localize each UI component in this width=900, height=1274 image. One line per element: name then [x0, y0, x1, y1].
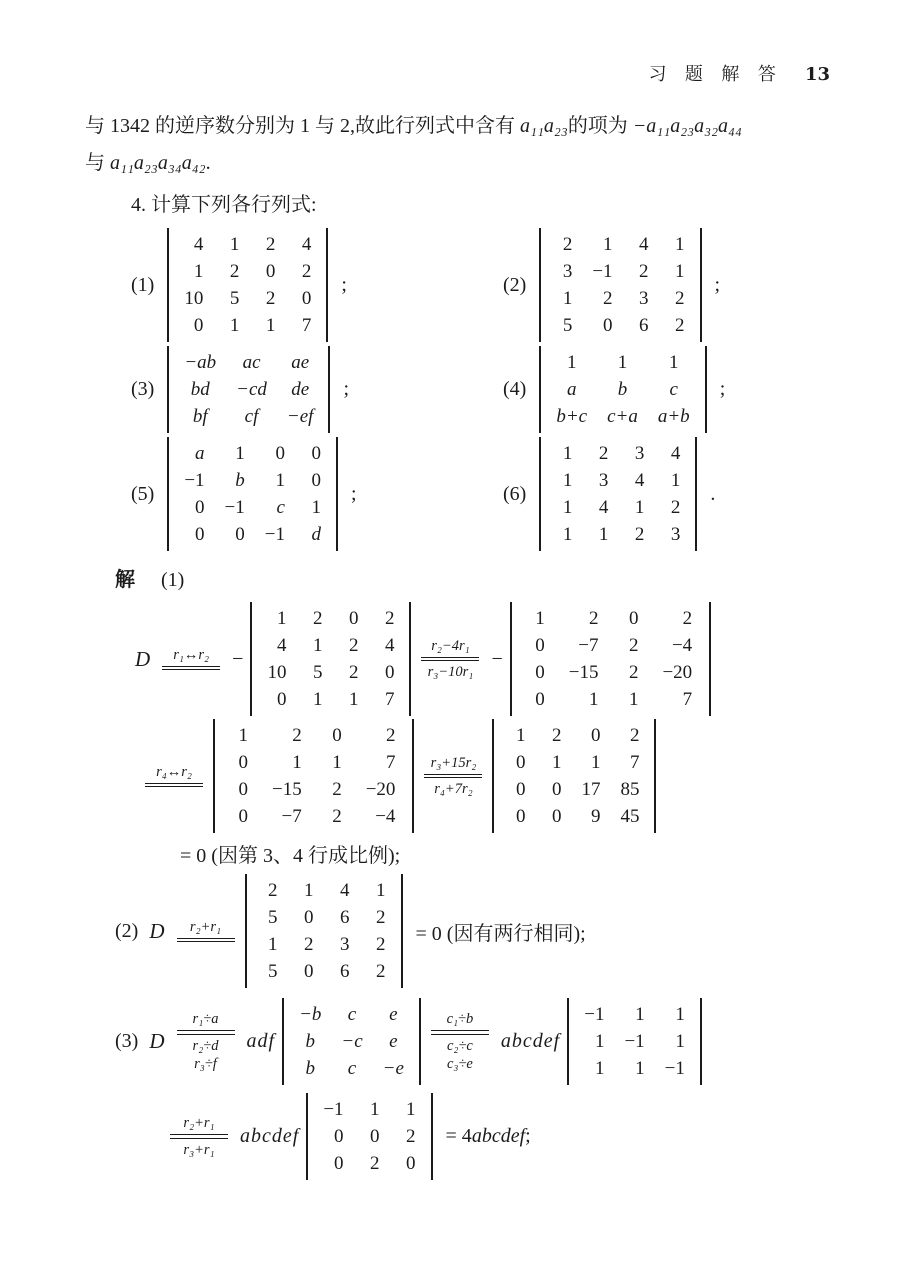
matrix-cell: 1	[594, 1058, 605, 1079]
matrix-cell: 7	[385, 752, 396, 773]
row-op-label: r₃+15r₂	[430, 754, 477, 771]
matrix-cell: 2	[312, 608, 323, 629]
matrix-cell: 0	[628, 608, 639, 629]
matrix-cell: 2	[301, 261, 312, 282]
matrix-cell: 2	[370, 1153, 380, 1174]
problem-tail: ;	[343, 378, 350, 400]
row-op-label: r₁÷a	[192, 1011, 219, 1028]
intro-text: 与 1342 的逆序数分别为 1 与 2,故此行列式中含有	[85, 115, 520, 137]
problem-tail: ;	[341, 273, 347, 296]
determinant-symbol: D	[149, 918, 165, 943]
matrix-cell: 0	[276, 689, 287, 710]
matrix-cell: 5	[312, 662, 323, 683]
matrix-cell: d	[311, 524, 321, 545]
matrix-cell: c	[669, 379, 678, 400]
row-op-label: r₂÷d	[192, 1037, 219, 1054]
matrix-cell: 1	[590, 752, 601, 773]
solution-eq-line-1	[135, 602, 830, 716]
matrix-cell: 0	[332, 725, 342, 746]
matrix-cell: 1	[229, 234, 240, 255]
matrix-cell: 2	[675, 315, 685, 336]
determinant	[510, 602, 711, 716]
matrix-cell: 1	[515, 725, 526, 746]
determinant	[167, 346, 330, 433]
matrix-cell: 1	[588, 689, 599, 710]
matrix-cell: b	[235, 470, 245, 491]
matrix-cell: 1	[675, 261, 685, 282]
solution-header	[85, 563, 830, 592]
matrix-cell: −15	[272, 779, 302, 800]
solution-label: 解	[115, 569, 135, 591]
matrix-cell: 1	[312, 635, 323, 656]
matrix-cell: 0	[311, 443, 321, 464]
row-op-equals	[177, 918, 235, 945]
problem-tail: ;	[719, 378, 726, 400]
matrix-cell: 0	[384, 662, 395, 683]
matrix-cell: 1	[193, 261, 204, 282]
matrix-cell: 1	[675, 1031, 685, 1052]
matrix-cell: 4	[301, 234, 312, 255]
double-equals-rule	[421, 657, 479, 662]
determinant	[539, 228, 701, 342]
determinant	[282, 998, 421, 1085]
intro-text: 的项为	[567, 115, 633, 137]
matrix-cell: 7	[682, 689, 693, 710]
intro-text: .	[205, 152, 211, 174]
matrix-cell: c	[347, 1058, 357, 1079]
matrix-cell: 4	[670, 443, 681, 464]
result-text	[446, 1125, 531, 1148]
solution-conclusion-1: = 0 (因第 3、4 行成比例);	[180, 845, 401, 867]
matrix-cell: −e	[382, 1058, 404, 1079]
row-op-equals	[421, 637, 479, 682]
scalar-factor: abcdef	[240, 1125, 300, 1147]
row-op-equals	[162, 646, 220, 673]
matrix-cell: 0	[515, 806, 526, 827]
matrix-cell: 1	[229, 315, 240, 336]
matrix-cell: 1	[292, 752, 302, 773]
matrix-cell: −b	[299, 1004, 322, 1025]
matrix-cell: 1	[566, 352, 577, 373]
page-header	[85, 60, 830, 86]
double-equals-rule	[170, 1134, 228, 1139]
matrix-cell: 1	[268, 934, 278, 955]
matrix-cell: 4	[634, 470, 645, 491]
matrix-cell: 7	[301, 315, 312, 336]
matrix-cell: 85	[620, 779, 640, 800]
matrix-cell: 4	[598, 497, 609, 518]
matrix-cell: 5	[268, 961, 278, 982]
problem-label: (1)	[131, 273, 155, 296]
matrix-cell: b	[305, 1031, 315, 1052]
matrix-cell: 2	[588, 608, 599, 629]
col-op-label: c₃÷e	[446, 1055, 473, 1072]
matrix-cell: 0	[515, 779, 526, 800]
matrix-cell: 2	[265, 234, 276, 255]
matrix-cell: 2	[376, 961, 386, 982]
matrix-cell: bd	[190, 379, 210, 400]
matrix-cell: 0	[195, 524, 205, 545]
matrix-cell: 3	[639, 288, 649, 309]
matrix-cell: 4	[639, 234, 649, 255]
matrix-cell: 0	[515, 752, 526, 773]
matrix-cell: 7	[629, 752, 640, 773]
row-op-equals	[177, 1010, 235, 1073]
determinant	[167, 228, 328, 342]
problem-label: (2)	[503, 273, 527, 296]
scalar-factor: abcdef	[500, 1030, 561, 1052]
matrix-cell: 3	[634, 443, 645, 464]
matrix-cell: ac	[242, 352, 261, 373]
row-op-equals	[145, 763, 203, 790]
row-op-label: r₁↔r₂	[173, 646, 210, 663]
matrix-cell: −cd	[236, 379, 267, 400]
matrix-cell: b	[305, 1058, 315, 1079]
minus-sign: −	[491, 647, 503, 670]
col-op-label: c₂÷c	[446, 1037, 473, 1054]
matrix-cell: 1	[617, 352, 628, 373]
matrix-cell: 1	[562, 288, 573, 309]
determinant-symbol: D	[135, 646, 151, 671]
matrix-cell: 0	[238, 779, 248, 800]
matrix-cell: −4	[375, 806, 396, 827]
matrix-cell: −ef	[286, 406, 314, 427]
col-op-label: c₁÷b	[446, 1011, 474, 1028]
matrix-cell: −1	[592, 261, 613, 282]
matrix-cell: a	[566, 379, 577, 400]
matrix-cell: 2	[634, 524, 645, 545]
matrix-cell: 2	[348, 635, 359, 656]
header-title: 习 题 解 答	[648, 64, 783, 84]
matrix-cell: 1	[635, 1058, 645, 1079]
double-equals-rule	[424, 774, 482, 779]
problem-2	[457, 228, 830, 342]
matrix-cell: 6	[340, 961, 350, 982]
matrix-cell: −7	[578, 635, 599, 656]
solution-eq-line-3	[115, 874, 830, 988]
row-op-label: r₄↔r₂	[156, 763, 192, 780]
row-op-label: r₃÷f	[194, 1055, 217, 1072]
matrix-cell: 45	[620, 806, 640, 827]
matrix-cell: 2	[675, 288, 685, 309]
determinant	[539, 346, 706, 433]
matrix-cell: b+c	[556, 406, 588, 427]
solution-eq-line-5	[165, 1093, 830, 1180]
matrix-cell: 2	[376, 934, 386, 955]
matrix-cell: 2	[332, 779, 342, 800]
matrix-cell: 4	[193, 234, 204, 255]
matrix-cell: −7	[281, 806, 302, 827]
matrix-cell: 5	[562, 315, 573, 336]
solution-item-label: (3)	[115, 1030, 139, 1052]
matrix-cell: 1	[551, 752, 562, 773]
problem-4	[457, 346, 830, 433]
matrix-cell: a+b	[657, 406, 690, 427]
problem-label: (6)	[503, 482, 527, 505]
problem-3	[85, 346, 457, 433]
matrix-cell: −1	[224, 497, 245, 518]
matrix-cell: 2	[348, 662, 359, 683]
matrix-cell: 0	[603, 315, 613, 336]
problem-tail: ;	[350, 482, 357, 505]
problem-1	[85, 228, 457, 342]
matrix-cell: −c	[341, 1031, 363, 1052]
matrix-cell: 0	[535, 635, 545, 656]
problem-label: (4)	[503, 378, 527, 400]
determinant	[567, 998, 702, 1085]
determinant	[250, 602, 411, 716]
row-op-label: r₂+r₁	[189, 918, 222, 935]
problem-tail: ;	[714, 273, 721, 296]
matrix-cell: −20	[662, 662, 693, 683]
matrix-cell: 0	[238, 752, 248, 773]
intro-text: 与	[85, 152, 110, 174]
matrix-cell: 2	[406, 1126, 416, 1147]
problems-grid	[85, 228, 830, 551]
solution-eq-line-2	[140, 719, 830, 833]
matrix-cell: 2	[670, 497, 681, 518]
result-end: ;	[525, 1125, 531, 1147]
matrix-cell: 2	[304, 934, 314, 955]
matrix-cell: 1	[562, 497, 573, 518]
matrix-cell: 2	[332, 806, 342, 827]
matrix-cell: 1	[562, 443, 573, 464]
matrix-cell: cf	[244, 406, 259, 427]
matrix-cell: 1	[406, 1099, 416, 1120]
problem-label: (3)	[131, 378, 155, 400]
matrix-cell: 1	[669, 352, 679, 373]
determinant-symbol: D	[149, 1029, 165, 1053]
matrix-cell: 0	[275, 443, 285, 464]
matrix-cell: 0	[334, 1126, 344, 1147]
matrix-cell: 0	[304, 961, 314, 982]
matrix-cell: 2	[629, 725, 640, 746]
matrix-cell: 10	[267, 662, 287, 683]
matrix-cell: 0	[590, 725, 601, 746]
matrix-cell: 6	[340, 907, 350, 928]
matrix-cell: 1	[332, 752, 342, 773]
matrix-cell: −20	[365, 779, 396, 800]
matrix-cell: 1	[370, 1099, 380, 1120]
matrix-cell: 2	[628, 662, 639, 683]
double-equals-rule	[177, 1030, 235, 1035]
matrix-cell: −1	[264, 524, 285, 545]
determinant	[213, 719, 414, 833]
matrix-cell: 0	[195, 497, 205, 518]
matrix-cell: bf	[192, 406, 208, 427]
matrix-cell: e	[389, 1004, 398, 1025]
matrix-cell: de	[291, 379, 310, 400]
problem-5	[85, 437, 457, 551]
matrix-cell: 1	[598, 524, 609, 545]
matrix-cell: 0	[348, 608, 359, 629]
matrix-cell: 0	[238, 806, 248, 827]
matrix-cell: 1	[275, 470, 285, 491]
matrix-cell: c+a	[607, 406, 638, 427]
matrix-cell: 2	[551, 725, 562, 746]
matrix-cell: 1	[634, 497, 645, 518]
math-term: a₁₁a₂₃a₃₄a₄₂	[110, 152, 206, 174]
matrix-cell: 2	[268, 880, 278, 901]
row-op-equals	[424, 754, 482, 799]
matrix-cell: a	[195, 443, 205, 464]
matrix-cell: 1	[535, 608, 545, 629]
matrix-cell: 1	[376, 880, 386, 901]
math-term: a₁₁a₂₃	[520, 115, 568, 137]
matrix-cell: 1	[603, 234, 613, 255]
matrix-cell: −1	[664, 1058, 685, 1079]
matrix-cell: 1	[562, 470, 573, 491]
determinant	[539, 437, 697, 551]
matrix-cell: 1	[628, 689, 639, 710]
row-op-label: r₂+r₁	[183, 1115, 215, 1132]
matrix-cell: c	[347, 1004, 357, 1025]
exercise-heading: 4. 计算下列各行列式:	[131, 194, 317, 216]
matrix-cell: 0	[406, 1153, 416, 1174]
matrix-cell: 1	[265, 315, 276, 336]
determinant	[492, 719, 656, 833]
matrix-cell: 0	[535, 662, 545, 683]
solution-item-label: (1)	[161, 569, 185, 591]
matrix-cell: 1	[235, 443, 245, 464]
matrix-cell: 1	[635, 1004, 645, 1025]
matrix-cell: e	[389, 1031, 398, 1052]
matrix-cell: 17	[581, 779, 601, 800]
row-op-label: r₄+7r₂	[434, 781, 473, 798]
matrix-cell: 1	[311, 497, 321, 518]
result-pre: = 4	[445, 1125, 472, 1147]
matrix-cell: 2	[639, 261, 649, 282]
matrix-cell: 0	[551, 806, 562, 827]
math-term: −a₁₁a₂₃a₃₂a₄₄	[632, 115, 742, 137]
matrix-cell: 4	[276, 635, 287, 656]
matrix-cell: 0	[551, 779, 562, 800]
matrix-cell: 2	[598, 443, 609, 464]
matrix-cell: 2	[229, 261, 240, 282]
matrix-cell: 1	[594, 1031, 605, 1052]
matrix-cell: 1	[675, 234, 685, 255]
matrix-cell: 9	[590, 806, 601, 827]
matrix-cell: 10	[184, 288, 204, 309]
matrix-cell: 1	[312, 689, 323, 710]
matrix-cell: c	[276, 497, 285, 518]
matrix-cell: 1	[238, 725, 248, 746]
row-op-label: r₃+r₁	[183, 1141, 215, 1158]
matrix-cell: 0	[311, 470, 321, 491]
matrix-cell: −4	[671, 635, 693, 656]
matrix-cell: 2	[376, 907, 386, 928]
matrix-cell: 1	[304, 880, 314, 901]
solution-item-label: (2)	[115, 919, 139, 942]
matrix-cell: 0	[193, 315, 204, 336]
matrix-cell: 0	[301, 288, 312, 309]
matrix-cell: −ab	[184, 352, 217, 373]
double-equals-rule	[431, 1030, 489, 1035]
matrix-cell: b	[617, 379, 628, 400]
matrix-cell: 1	[670, 470, 681, 491]
row-op-label: r₃−10r₁	[427, 664, 474, 681]
matrix-cell: ae	[291, 352, 310, 373]
matrix-cell: 0	[304, 907, 314, 928]
matrix-cell: 0	[334, 1153, 344, 1174]
matrix-cell: 3	[562, 261, 573, 282]
matrix-cell: 1	[562, 524, 573, 545]
matrix-cell: 4	[384, 635, 395, 656]
determinant	[167, 437, 338, 551]
double-equals-rule	[162, 666, 220, 671]
matrix-cell: −1	[184, 470, 205, 491]
matrix-cell: 3	[340, 934, 350, 955]
result-text: = 0 (因有两行相同);	[415, 922, 586, 945]
matrix-cell: 0	[370, 1126, 380, 1147]
double-equals-rule	[145, 783, 203, 788]
matrix-cell: 2	[603, 288, 613, 309]
problem-label: (5)	[131, 482, 155, 505]
matrix-cell: 7	[384, 689, 395, 710]
matrix-cell: 3	[598, 470, 609, 491]
matrix-cell: 2	[384, 608, 395, 629]
problem-tail: .	[710, 482, 716, 505]
matrix-cell: −15	[568, 662, 599, 683]
matrix-cell: 1	[348, 689, 359, 710]
problem-6	[457, 437, 830, 551]
double-equals-rule	[177, 938, 235, 943]
matrix-cell: 2	[628, 635, 639, 656]
page-number: 13	[804, 64, 830, 85]
matrix-cell: 4	[340, 880, 350, 901]
matrix-cell: 5	[268, 907, 278, 928]
matrix-cell: 2	[265, 288, 276, 309]
matrix-cell: 1	[675, 1004, 685, 1025]
row-op-equals	[170, 1114, 228, 1159]
matrix-cell: 2	[385, 725, 396, 746]
matrix-cell: −1	[584, 1004, 605, 1025]
matrix-cell: 5	[229, 288, 240, 309]
matrix-cell: 1	[276, 608, 287, 629]
matrix-cell: 2	[562, 234, 573, 255]
matrix-cell: 2	[292, 725, 302, 746]
matrix-cell: 3	[670, 524, 681, 545]
scalar-factor: adf	[246, 1030, 276, 1052]
result-variable: abcdef	[471, 1125, 526, 1147]
matrix-cell: 0	[235, 524, 245, 545]
matrix-cell: 2	[682, 608, 693, 629]
matrix-cell: 0	[265, 261, 276, 282]
minus-sign: −	[232, 647, 244, 670]
matrix-cell: 0	[535, 689, 545, 710]
matrix-cell: 6	[639, 315, 649, 336]
col-op-equals	[431, 1010, 489, 1073]
determinant	[245, 874, 403, 988]
matrix-cell: −1	[624, 1031, 645, 1052]
intro-paragraph	[85, 108, 830, 182]
matrix-cell: −1	[323, 1099, 344, 1120]
row-op-label: r₂−4r₁	[431, 637, 470, 654]
determinant	[306, 1093, 432, 1180]
solution-eq-line-4	[115, 998, 830, 1085]
